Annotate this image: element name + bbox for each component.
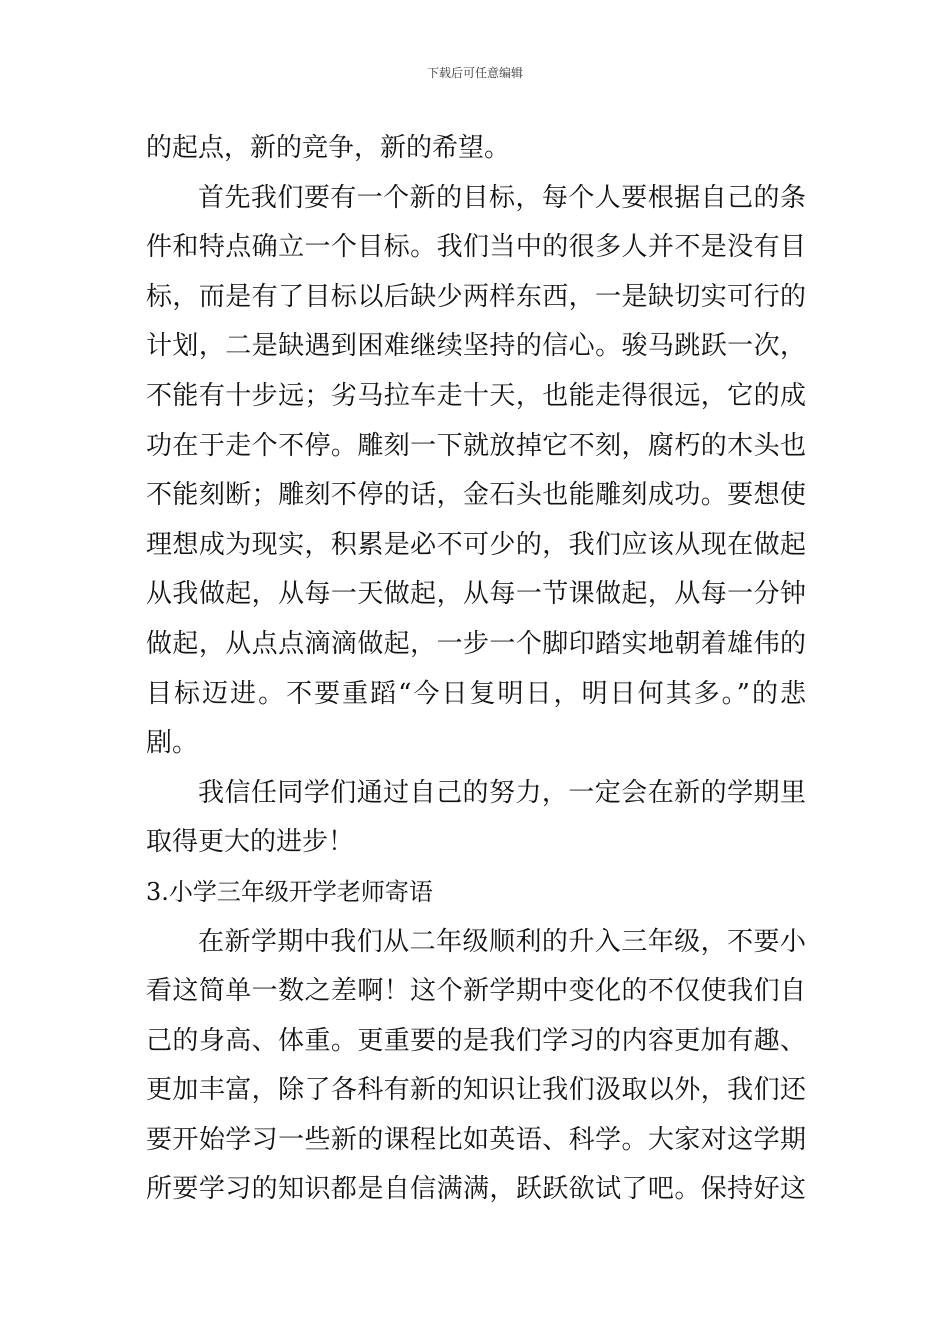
text-line: 取得更大的进步！ (146, 827, 355, 858)
text-line: 要开始学习一些新的课程比如英语、科学。大家对这学期 (146, 1124, 806, 1155)
text-line: 己的身高、体重。更重要的是我们学习的内容更加有趣、 (146, 1025, 806, 1056)
text-line: 更加丰富，除了各科有新的知识让我们汲取以外，我们还 (146, 1075, 806, 1106)
text-line: 目标迈进。不要重蹈“今日复明日，明日何其多。”的悲 (146, 678, 806, 709)
text-line: 从我做起，从每一天做起，从每一节课做起，从每一分钟 (146, 579, 806, 610)
text-line: 首先我们要有一个新的目标，每个人要根据自己的条 (198, 182, 806, 213)
text-line: 计划，二是缺遇到困难继续坚持的信心。骏马跳跃一次， (146, 331, 806, 362)
text-line: 理想成为现实，积累是必不可少的，我们应该从现在做起 (146, 529, 806, 560)
text-line: 看这简单一数之差啊！这个新学期中变化的不仅使我们自 (146, 976, 806, 1007)
text-line: 的起点，新的竞争，新的希望。 (146, 133, 511, 163)
document-body (146, 124, 806, 1215)
text-line: 不能刻断；雕刻不停的话，金石头也能雕刻成功。要想使 (146, 480, 806, 511)
text-line: 标，而是有了目标以后缺少两样东西，一是缺切实可行的 (146, 281, 806, 312)
text-line: 所要学习的知识都是自信满满，跃跃欲试了吧。保持好这 (146, 1174, 806, 1205)
text-line: 功在于走个不停。雕刻一下就放掉它不刻，腐朽的木头也 (146, 430, 806, 461)
text-line: 不能有十步远；劣马拉车走十天，也能走得很远，它的成 (146, 380, 806, 411)
text-line: 件和特点确立一个目标。我们当中的很多人并不是没有目 (146, 232, 806, 263)
page-header: 下载后可任意编辑 (426, 66, 523, 80)
text-line: 在新学期中我们从二年级顺利的升入三年级，不要小 (198, 926, 806, 957)
text-line: 我信任同学们通过自己的努力，一定会在新的学期里 (198, 777, 806, 808)
text-line: 剧。 (146, 728, 199, 759)
text-line: 做起，从点点滴滴做起，一步一个脚印踏实地朝着雄伟的 (146, 628, 806, 659)
section-heading: 3.小学三年级开学老师寄语 (146, 877, 433, 906)
